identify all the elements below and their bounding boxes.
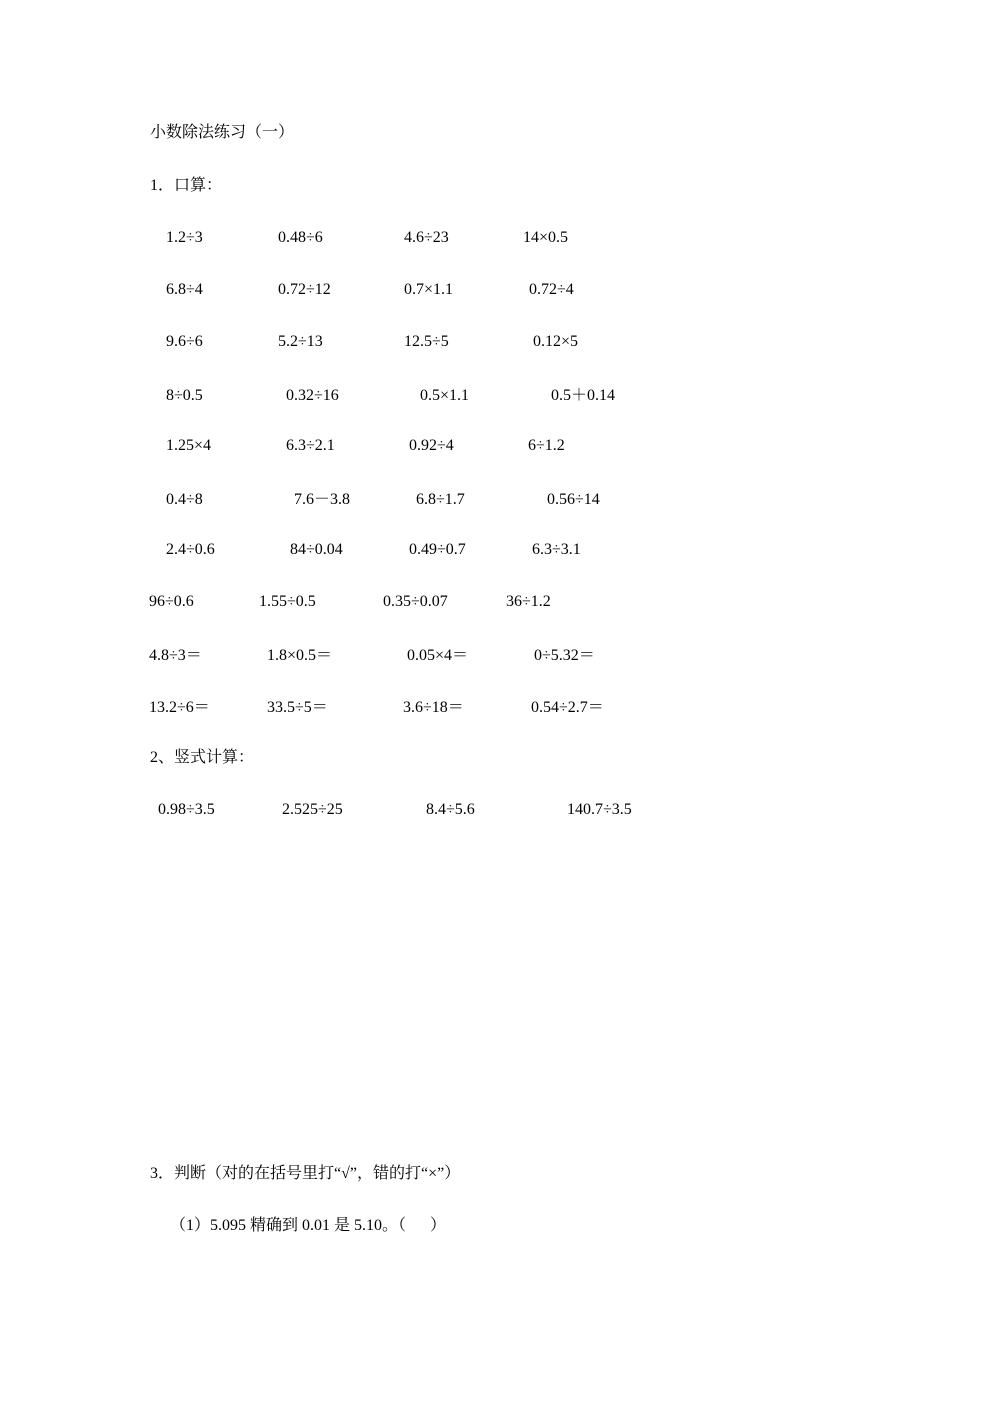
section2-heading: 2、竖式计算： bbox=[150, 749, 255, 766]
problem: 4.8÷3＝ bbox=[149, 647, 202, 664]
problem: 0.5×1.1 bbox=[420, 387, 470, 404]
problem: 140.7÷3.5 bbox=[567, 801, 632, 818]
problem: 33.5÷5＝ bbox=[267, 699, 328, 716]
problem: 6.8÷1.7 bbox=[416, 491, 465, 508]
problem: 0.92÷4 bbox=[409, 437, 454, 454]
problem: 0.05×4＝ bbox=[407, 647, 469, 664]
problem: 0.56÷14 bbox=[547, 491, 600, 508]
problem: 12.5÷5 bbox=[404, 333, 449, 350]
section3-heading: 3．判断（对的在括号里打“√”，错的打“×”） bbox=[150, 1165, 461, 1182]
problem: 3.6÷18＝ bbox=[403, 699, 464, 716]
problem: 14×0.5 bbox=[523, 229, 569, 246]
judgement-item: （1）5.095 精确到 0.01 是 5.10。（ ） bbox=[170, 1217, 447, 1234]
problem: 0.48÷6 bbox=[278, 229, 323, 246]
problem: 0.54÷2.7＝ bbox=[531, 699, 604, 716]
problem: 0.49÷0.7 bbox=[409, 541, 466, 558]
problem: 6÷1.2 bbox=[528, 437, 565, 454]
problem: 0.4÷8 bbox=[166, 491, 203, 508]
problem: 0.12×5 bbox=[533, 333, 579, 350]
problem: 8.4÷5.6 bbox=[426, 801, 475, 818]
problem: 8÷0.5 bbox=[166, 387, 203, 404]
page-title: 小数除法练习（一） bbox=[150, 124, 295, 141]
problem: 13.2÷6＝ bbox=[149, 699, 210, 716]
problem: 1.8×0.5＝ bbox=[267, 647, 333, 664]
problem: 96÷0.6 bbox=[149, 593, 194, 610]
problem: 0.5＋0.14 bbox=[551, 387, 616, 404]
problem: 9.6÷6 bbox=[166, 333, 203, 350]
problem: 2.4÷0.6 bbox=[166, 541, 215, 558]
problem: 84÷0.04 bbox=[290, 541, 343, 558]
problem: 4.6÷23 bbox=[404, 229, 449, 246]
problem: 2.525÷25 bbox=[282, 801, 343, 818]
problem: 6.3÷3.1 bbox=[532, 541, 581, 558]
problem: 6.8÷4 bbox=[166, 281, 203, 298]
problem: 0.7×1.1 bbox=[404, 281, 454, 298]
problem: 0.72÷4 bbox=[529, 281, 574, 298]
problem: 36÷1.2 bbox=[506, 593, 551, 610]
problem: 0.35÷0.07 bbox=[383, 593, 448, 610]
problem: 0.98÷3.5 bbox=[158, 801, 215, 818]
problem: 0÷5.32＝ bbox=[534, 647, 595, 664]
problem: 0.72÷12 bbox=[278, 281, 331, 298]
problem: 6.3÷2.1 bbox=[286, 437, 335, 454]
problem: 7.6－3.8 bbox=[294, 491, 351, 508]
problem: 1.2÷3 bbox=[166, 229, 203, 246]
problem: 1.55÷0.5 bbox=[259, 593, 316, 610]
problem: 1.25×4 bbox=[166, 437, 212, 454]
section1-heading: 1．口算： bbox=[150, 177, 223, 194]
problem: 5.2÷13 bbox=[278, 333, 323, 350]
problem: 0.32÷16 bbox=[286, 387, 339, 404]
